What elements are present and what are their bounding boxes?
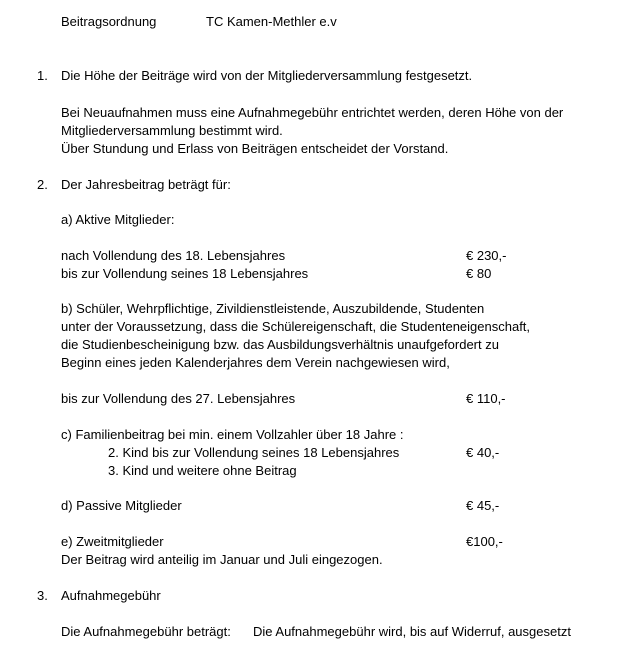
section-2c-heading: c) Familienbeitrag bei min. einem Vollzahler über 18 Jahre : bbox=[61, 427, 404, 442]
section-2b-row-value: € 110,- bbox=[466, 391, 506, 406]
section-1-number: 1. bbox=[37, 68, 48, 83]
section-2c-row-1-value: € 40,- bbox=[466, 445, 500, 460]
section-1-line-2: Bei Neuaufnahmen muss eine Aufnahmegebühr entrichtet werden, deren Höhe von der bbox=[61, 105, 564, 120]
section-2a-row-1-label: nach Vollendung des 18. Lebensjahres bbox=[61, 248, 286, 263]
section-2-title: Der Jahresbeitrag beträgt für: bbox=[61, 177, 231, 192]
section-2-number: 2. bbox=[37, 177, 48, 192]
section-2d-value: € 45,- bbox=[466, 498, 500, 513]
section-3-number: 3. bbox=[37, 588, 48, 603]
section-2b-line-4: Beginn eines jeden Kalenderjahres dem Verein nachgewiesen wird, bbox=[61, 355, 450, 370]
section-1-line-3: Mitgliederversammlung bestimmt wird. bbox=[61, 123, 283, 138]
section-2e-label: e) Zweitmitglieder bbox=[61, 534, 164, 549]
header-title: Beitragsordnung bbox=[61, 14, 157, 29]
section-3-text: Die Aufnahmegebühr wird, bis auf Widerruf, ausgesetzt bbox=[253, 624, 571, 639]
section-2b-row-label: bis zur Vollendung des 27. Lebensjahres bbox=[61, 391, 296, 406]
section-3-title: Aufnahmegebühr bbox=[61, 588, 161, 603]
section-2e-value: €100,- bbox=[466, 534, 503, 549]
section-3-label: Die Aufnahmegebühr beträgt: bbox=[61, 624, 231, 639]
section-2d-label: d) Passive Mitglieder bbox=[61, 498, 182, 513]
section-2e-note: Der Beitrag wird anteilig im Januar und Juli eingezogen. bbox=[61, 552, 383, 567]
section-2b-line-3: die Studienbescheinigung bzw. das Ausbildungsverhältnis unaufgefordert zu bbox=[61, 337, 499, 352]
section-1-line-1: Die Höhe der Beiträge wird von der Mitgliederversammlung festgesetzt. bbox=[61, 68, 473, 83]
section-2a-row-2-value: € 80 bbox=[466, 266, 492, 281]
section-2a-row-2-label: bis zur Vollendung seines 18 Lebensjahres bbox=[61, 266, 309, 281]
header-club-name: TC Kamen-Methler e.v bbox=[206, 14, 337, 29]
section-2a-row-1-value: € 230,- bbox=[466, 248, 507, 263]
section-2a-heading: a) Aktive Mitglieder: bbox=[61, 212, 175, 227]
section-2c-row-2-label: 3. Kind und weitere ohne Beitrag bbox=[108, 463, 297, 478]
section-2b-line-1: b) Schüler, Wehrpflichtige, Zivildienstleistende, Auszubildende, Studenten bbox=[61, 301, 485, 316]
section-2b-line-2: unter der Voraussetzung, dass die Schülereigenschaft, die Studenteneigenschaft, bbox=[61, 319, 531, 334]
section-1-line-4: Über Stundung und Erlass von Beiträgen entscheidet der Vorstand. bbox=[61, 141, 449, 156]
section-2c-row-1-label: 2. Kind bis zur Vollendung seines 18 Lebensjahres bbox=[108, 445, 400, 460]
